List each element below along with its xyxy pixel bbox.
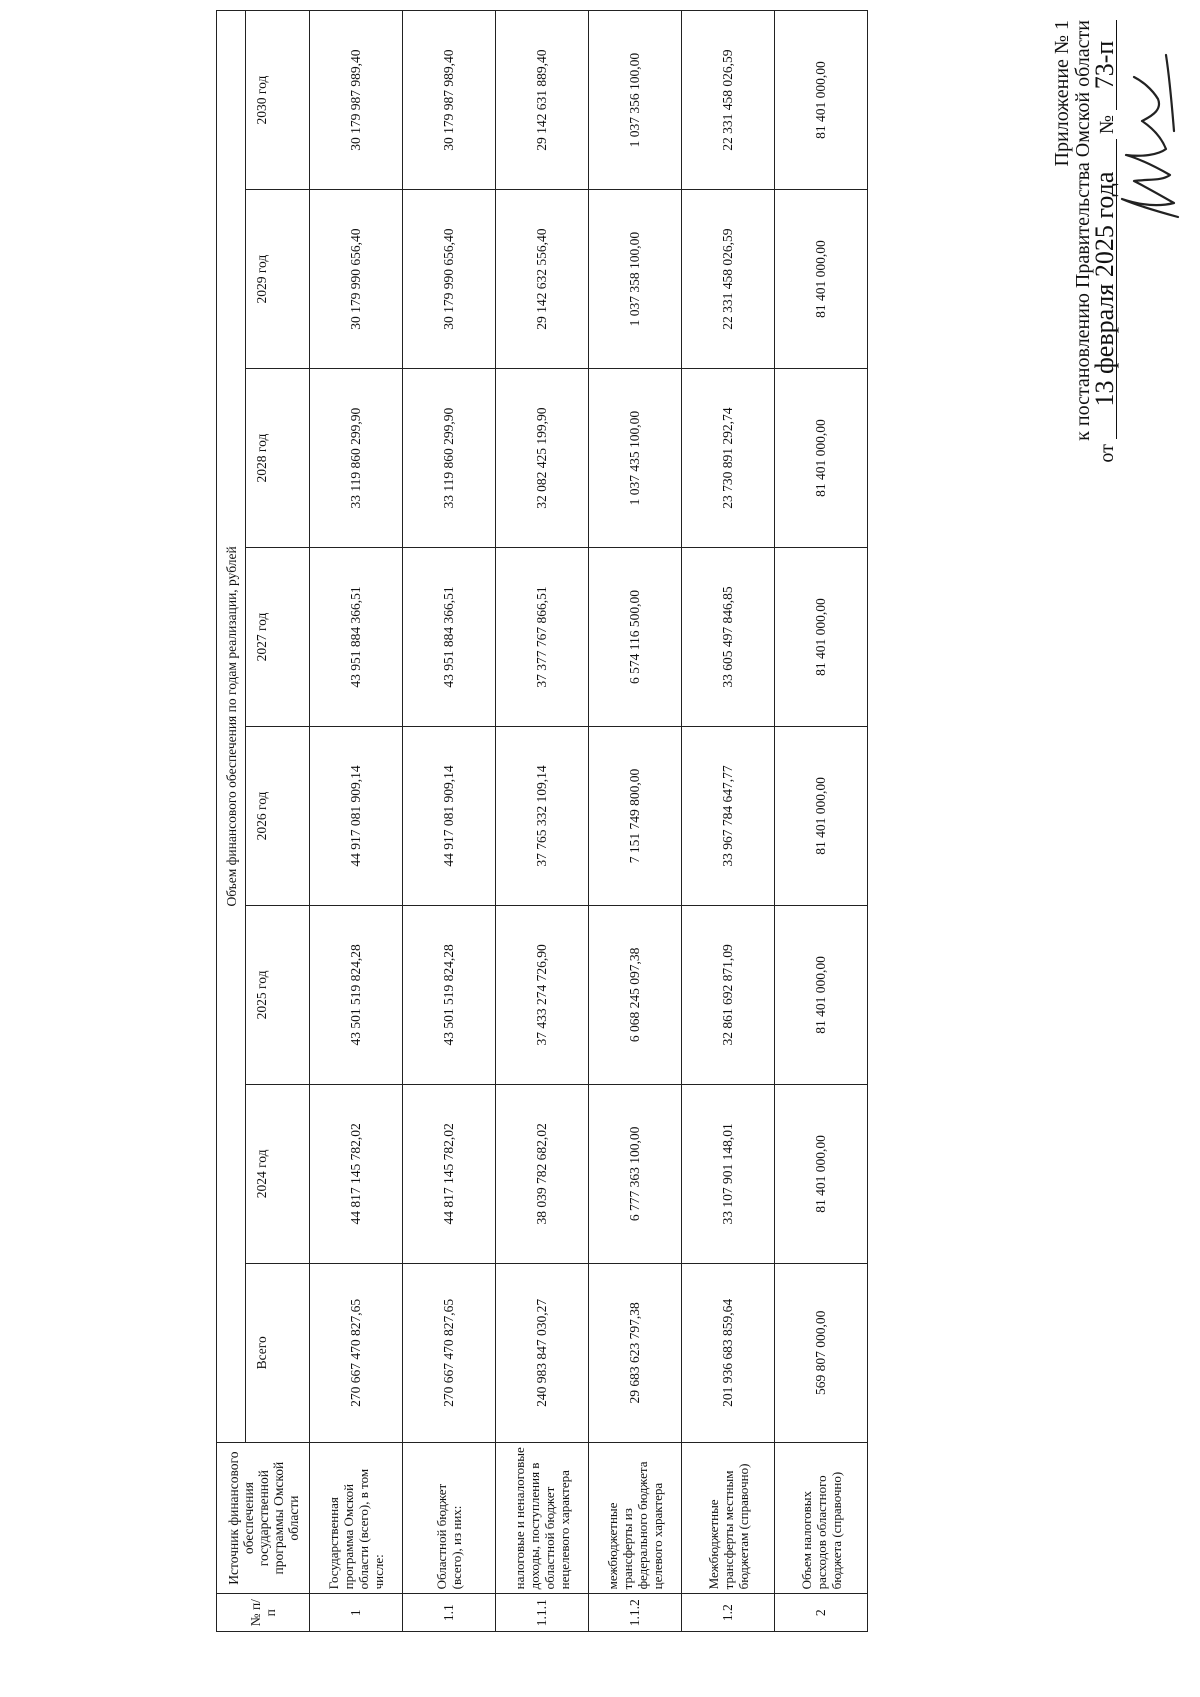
table-cell-amount: 29 142 632 556,40 — [496, 190, 589, 369]
table-cell-amount: 81 401 000,00 — [775, 190, 868, 369]
table-cell-amount: 29 683 623 797,38 — [589, 1263, 682, 1442]
table-cell-amount: 33 107 901 148,01 — [682, 1084, 775, 1263]
table-cell-amount: 270 667 470 827,65 — [403, 1263, 496, 1442]
table-cell-amount: 81 401 000,00 — [775, 369, 868, 548]
table-cell-amount: 1 037 356 100,00 — [589, 11, 682, 190]
table-cell-amount: 1 037 358 100,00 — [589, 190, 682, 369]
table-cell-amount: 30 179 990 656,40 — [403, 190, 496, 369]
resolution-number: 73-п — [1094, 20, 1117, 110]
date-prefix: от — [1096, 444, 1118, 463]
table-cell-amount: 270 667 470 827,65 — [310, 1263, 403, 1442]
column-header-value: 2025 год — [246, 905, 310, 1084]
row-number: 1.1 — [403, 1594, 496, 1632]
table-cell-amount: 6 777 363 100,00 — [589, 1084, 682, 1263]
table-cell-amount: 23 730 891 292,74 — [682, 369, 775, 548]
column-header-value: 2030 год — [246, 11, 310, 190]
appendix-title: Приложение № 1 — [1051, 20, 1073, 167]
table-cell-amount: 37 433 274 726,90 — [496, 905, 589, 1084]
column-header-value: Всего — [246, 1263, 310, 1442]
row-source-label: налоговые и неналоговые доходы, поступления в областной бюджет нецелевого характера — [496, 1442, 589, 1594]
table-row — [589, 11, 682, 1632]
table-cell-amount: 30 179 987 989,40 — [403, 11, 496, 190]
table-cell-amount: 22 331 458 026,59 — [682, 190, 775, 369]
table-row — [403, 11, 496, 1632]
table-cell-amount: 81 401 000,00 — [775, 548, 868, 727]
table-cell-amount: 1 037 435 100,00 — [589, 369, 682, 548]
table-cell-amount: 33 967 784 647,77 — [682, 726, 775, 905]
table-cell-amount: 32 082 425 199,90 — [496, 369, 589, 548]
column-header-value: 2029 год — [246, 190, 310, 369]
appendix-header — [1052, 20, 1118, 463]
table-cell-amount: 6 068 245 097,38 — [589, 905, 682, 1084]
row-source-label: Объем налоговых расходов областного бюджета (справочно) — [775, 1442, 868, 1594]
table-cell-amount: 81 401 000,00 — [775, 726, 868, 905]
column-header-value: 2026 год — [246, 726, 310, 905]
table-cell-amount: 38 039 782 682,02 — [496, 1084, 589, 1263]
table-row — [496, 11, 589, 1632]
table-body — [310, 11, 868, 1632]
table-cell-amount: 240 983 847 030,27 — [496, 1263, 589, 1442]
table-cell-amount: 81 401 000,00 — [775, 11, 868, 190]
table-cell-amount: 43 501 519 824,28 — [403, 905, 496, 1084]
column-header-source: Источник финансового обеспечения государственной программы Омской области — [217, 1442, 310, 1594]
table-cell-amount: 201 936 683 859,64 — [682, 1263, 775, 1442]
handwritten-signature — [1112, 47, 1190, 227]
table-cell-amount: 6 574 116 500,00 — [589, 548, 682, 727]
column-header-group: Объем финансового обеспечения по годам реализации, рублей — [217, 11, 246, 1443]
table-cell-amount: 30 179 990 656,40 — [310, 190, 403, 369]
number-prefix: № — [1096, 115, 1118, 135]
table-cell-amount: 29 142 631 889,40 — [496, 11, 589, 190]
table-row — [775, 11, 868, 1632]
row-source-label: Государственная программа Омской области (всего), в том числе: — [310, 1442, 403, 1594]
table-header-row-group — [217, 11, 246, 1632]
row-source-label: межбюджетные трансферты из федерального бюджета целевого характера — [589, 1442, 682, 1594]
column-header-value: 2027 год — [246, 548, 310, 727]
table-cell-amount: 32 861 692 871,09 — [682, 905, 775, 1084]
row-source-label: Областной бюджет (всего), из них: — [403, 1442, 496, 1594]
column-header-number: № п/п — [217, 1594, 310, 1632]
row-number: 1.1.2 — [589, 1594, 682, 1632]
table-cell-amount: 43 501 519 824,28 — [310, 905, 403, 1084]
table-cell-amount: 43 951 884 366,51 — [403, 548, 496, 727]
table-cell-amount: 43 951 884 366,51 — [310, 548, 403, 727]
table-cell-amount: 44 817 145 782,02 — [403, 1084, 496, 1263]
table-cell-amount: 7 151 749 800,00 — [589, 726, 682, 905]
table-cell-amount: 81 401 000,00 — [775, 1084, 868, 1263]
row-source-label: Межбюджетные трансферты местным бюджетам (справочно) — [682, 1442, 775, 1594]
row-number: 2 — [775, 1594, 868, 1632]
table-cell-amount: 37 377 767 866,51 — [496, 548, 589, 727]
table-header-row-years — [246, 11, 310, 1632]
table-cell-amount: 81 401 000,00 — [775, 905, 868, 1084]
table-cell-amount: 22 331 458 026,59 — [682, 11, 775, 190]
row-number: 1.1.1 — [496, 1594, 589, 1632]
table-cell-amount: 44 917 081 909,14 — [403, 726, 496, 905]
table-cell-amount: 44 817 145 782,02 — [310, 1084, 403, 1263]
table-cell-amount: 569 807 000,00 — [775, 1263, 868, 1442]
column-header-value: 2024 год — [246, 1084, 310, 1263]
table-cell-amount: 33 119 860 299,90 — [403, 369, 496, 548]
table-row — [310, 11, 403, 1632]
column-header-value: 2028 год — [246, 369, 310, 548]
table-cell-amount: 37 765 332 109,14 — [496, 726, 589, 905]
financing-table — [216, 10, 868, 1632]
row-number: 1 — [310, 1594, 403, 1632]
table-cell-amount: 33 605 497 846,85 — [682, 548, 775, 727]
table-cell-amount: 33 119 860 299,90 — [310, 369, 403, 548]
resolution-reference: к постановлению Правительства Омской области — [1072, 20, 1094, 441]
table-cell-amount: 30 179 987 989,40 — [310, 11, 403, 190]
row-number: 1.2 — [682, 1594, 775, 1632]
table-row — [682, 11, 775, 1632]
table-cell-amount: 44 917 081 909,14 — [310, 726, 403, 905]
resolution-date: 13 февраля 2025 года — [1094, 139, 1117, 439]
